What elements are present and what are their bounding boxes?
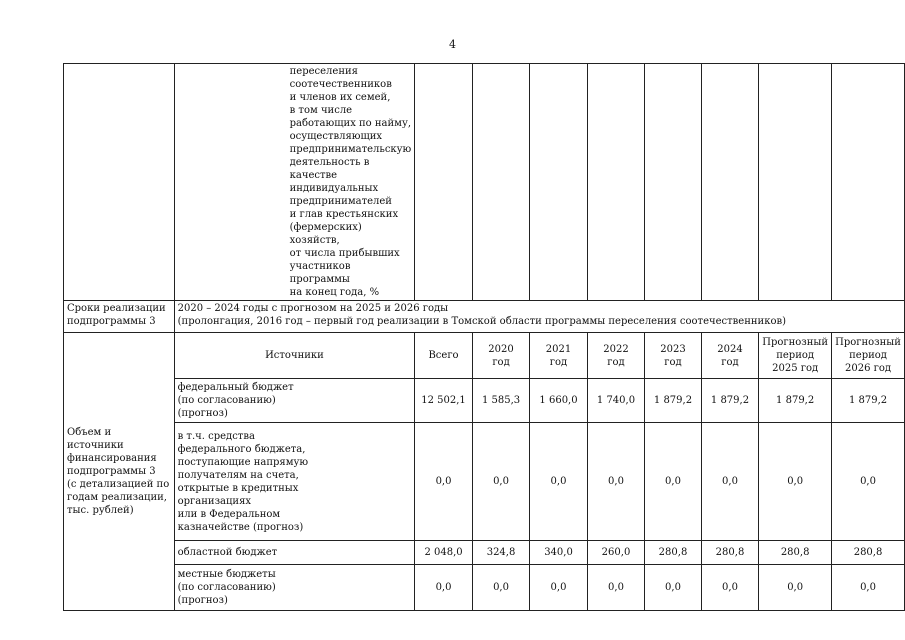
funding-row-federal-direct [64,423,905,541]
funding-row-local [64,565,905,611]
indicator-row [64,64,905,301]
value-2024: 280,8 [701,541,758,565]
value-2020: 0,0 [472,565,529,611]
indicator-value-cell [530,64,587,301]
indicator-line: на конец года, % [289,287,380,298]
funding-row-federal [64,379,905,423]
indicator-label-cell [64,64,175,301]
program-passport-table [63,63,905,611]
value-2025: 1 879,2 [759,379,832,423]
funding-label: Объем и источники финансирования подпрограммы 3 (с детализацией по годам реализации, тыс. рублей) [64,333,175,611]
indicator-value-cell [472,64,529,301]
header-2022: 2022 год [587,333,644,379]
value-2024: 0,0 [701,423,758,541]
value-2025: 280,8 [759,541,832,565]
value-total: 0,0 [415,565,473,611]
value-2025: 0,0 [759,423,832,541]
indicator-value-cell [587,64,644,301]
terms-label: Сроки реализации подпрограммы 3 [64,301,175,333]
value-2022: 260,0 [587,541,644,565]
header-2026-forecast: Прогнозный период 2026 год [832,333,905,379]
header-2023: 2023 год [645,333,702,379]
value-2020: 1 585,3 [472,379,529,423]
indicator-line: в том числе [289,105,353,116]
indicator-line: индивидуальных [289,183,379,194]
indicator-value-cell [415,64,473,301]
value-2021: 1 660,0 [530,379,587,423]
value-2020: 0,0 [472,423,529,541]
indicator-value-cell [832,64,905,301]
indicator-line: осуществляющих [289,131,383,142]
value-2026: 280,8 [832,541,905,565]
value-2021: 0,0 [530,423,587,541]
value-2024: 1 879,2 [701,379,758,423]
indicator-text-cell [174,64,415,301]
value-total: 0,0 [415,423,473,541]
value-2022: 0,0 [587,565,644,611]
indicator-value-cell [759,64,832,301]
header-2024: 2024 год [701,333,758,379]
header-2020: 2020 год [472,333,529,379]
value-2026: 0,0 [832,423,905,541]
value-total: 2 048,0 [415,541,473,565]
value-2022: 1 740,0 [587,379,644,423]
indicator-line: работающих по найму, [289,118,412,129]
terms-row [64,301,905,333]
value-2023: 280,8 [645,541,702,565]
terms-value: 2020 – 2024 годы с прогнозом на 2025 и 2026 годы (пролонгация, 2016 год – первый год реализации в Томской области программы переселения соотечественников) [174,301,904,333]
source-cell: местные бюджеты (по согласованию) (прогноз) [174,565,415,611]
value-2021: 0,0 [530,565,587,611]
value-2026: 1 879,2 [832,379,905,423]
value-2025: 0,0 [759,565,832,611]
indicator-line: и глав крестьянских [289,209,399,220]
header-2025-forecast: Прогнозный период 2025 год [759,333,832,379]
value-2022: 0,0 [587,423,644,541]
value-2023: 0,0 [645,565,702,611]
indicator-line: соотечественников [289,79,392,90]
source-cell: в т.ч. средства федерального бюджета, поступающие напрямую получателям на счета, открытые в кредитных организациях или в Федеральном казначействе (прогноз) [174,423,415,541]
source-cell: федеральный бюджет (по согласованию) (прогноз) [174,379,415,423]
header-2021: 2021 год [530,333,587,379]
value-2026: 0,0 [832,565,905,611]
indicator-line: деятельность в качестве [289,157,370,181]
value-2021: 340,0 [530,541,587,565]
header-sources: Источники [174,333,415,379]
funding-header-row [64,333,905,379]
indicator-line: предпринимателей [289,196,392,207]
header-total: Всего [415,333,473,379]
value-2024: 0,0 [701,565,758,611]
indicator-line: участников программы [289,261,351,285]
indicator-value-cell [701,64,758,301]
indicator-value-cell [645,64,702,301]
value-2023: 1 879,2 [645,379,702,423]
indicator-line: предпринимательскую [289,144,412,155]
value-2020: 324,8 [472,541,529,565]
indicator-line: переселения [289,66,358,77]
page-number: 4 [449,38,456,51]
value-2023: 0,0 [645,423,702,541]
indicator-line: от числа прибывших [289,248,400,259]
value-total: 12 502,1 [415,379,473,423]
indicator-line: и членов их семей, [289,92,391,103]
funding-row-regional [64,541,905,565]
source-cell: областной бюджет [174,541,415,565]
indicator-line: (фермерских) хозяйств, [289,222,362,246]
